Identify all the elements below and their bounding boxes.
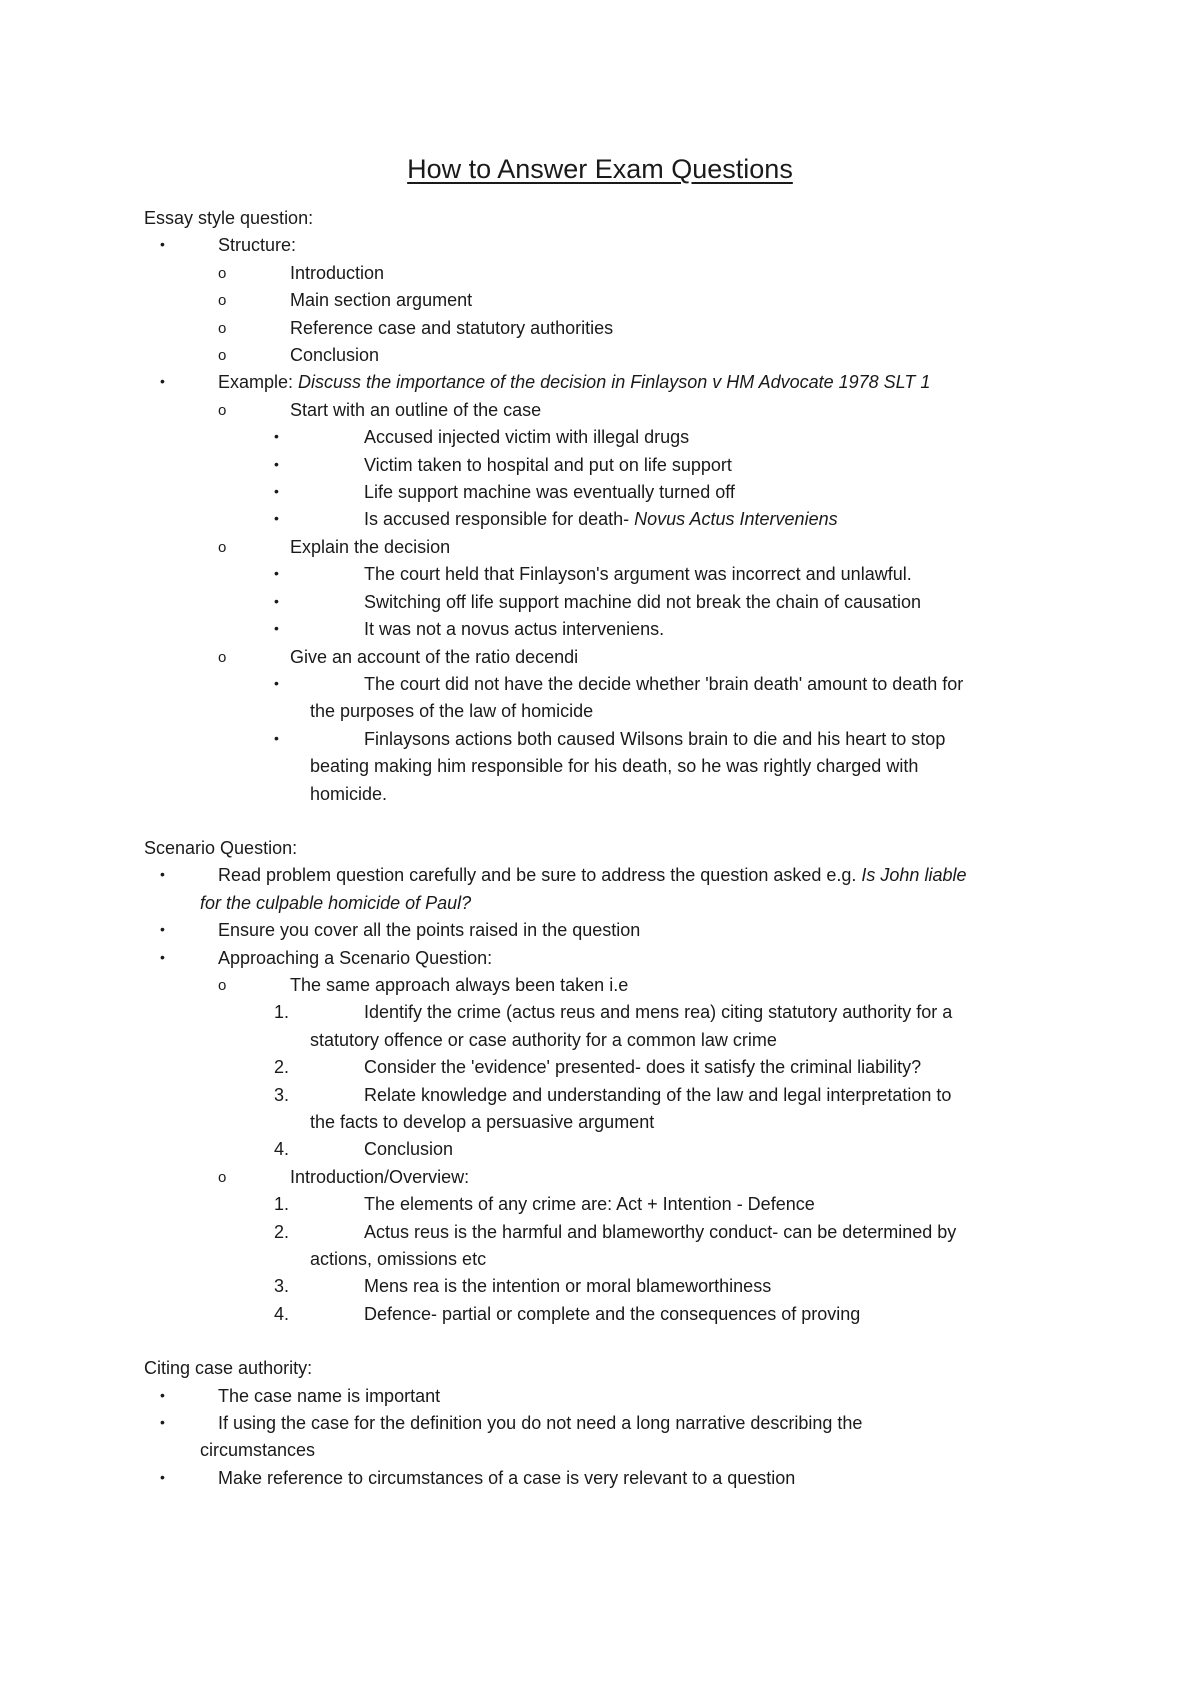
list-item: • If using the case for the definition you do not need a long narrative describing the (144, 1410, 1074, 1437)
list-item-continuation: homicide. (310, 783, 388, 804)
list-item-continuation: the facts to develop a persuasive argument (310, 1112, 655, 1132)
list-item: • Life support machine was eventually turned off (144, 479, 1074, 506)
list-item-continuation: the purposes of the law of homicide (310, 701, 594, 722)
example-question: Discuss the importance of the decision in Finlayson v HM Advocate 1978 SLT 1 (298, 372, 931, 393)
bullet-icon: • (160, 373, 165, 390)
circle-bullet-icon: o (218, 648, 227, 666)
list-item: o Start with an outline of the case (144, 397, 1074, 424)
numbered-item: 3. Mens rea is the intention or moral blameworthiness (274, 1276, 772, 1297)
circle-bullet-icon: o (218, 319, 227, 337)
bullet-icon: • (274, 592, 279, 609)
document-body (144, 205, 1074, 1492)
citing-heading: Citing case authority: (144, 1358, 313, 1379)
numbered-item: 4. Defence- partial or complete and the consequences of proving (274, 1303, 861, 1324)
circle-bullet-icon: o (218, 292, 227, 310)
circle-bullet-icon: o (218, 976, 227, 994)
list-item: • Make reference to circumstances of a case is very relevant to a question (144, 1465, 1074, 1492)
list-item-continuation: circumstances (200, 1440, 316, 1461)
list-item: • Finlaysons actions both caused Wilsons brain to die and his heart to stop (144, 726, 1074, 753)
list-item: • Structure: (144, 232, 1074, 259)
list-item-continuation: for the culpable homicide of Paul? (200, 892, 472, 913)
numbered-item: 3. Relate knowledge and understanding of the law and legal interpretation to (274, 1084, 952, 1105)
list-item: • Read problem question carefully and be sure to address the question asked e.g. Is John liable (144, 862, 1074, 889)
scenario-heading: Scenario Question: (144, 837, 298, 858)
circle-bullet-icon: o (218, 538, 227, 556)
bullet-icon: • (274, 510, 279, 527)
list-item: o Explain the decision (144, 534, 1074, 561)
bullet-icon: • (160, 921, 165, 938)
list-item: • Approaching a Scenario Question: (144, 945, 1074, 972)
essay-heading: Essay style question: (144, 208, 314, 228)
numbered-item: 1. The elements of any crime are: Act + Intention - Defence (274, 1194, 815, 1215)
page-title: How to Answer Exam Questions (407, 154, 793, 184)
list-item: • Switching off life support machine did not break the chain of causation (144, 589, 1074, 616)
bullet-icon: • (274, 483, 279, 500)
bullet-icon: • (160, 1468, 165, 1485)
bullet-icon: • (160, 866, 165, 883)
circle-bullet-icon: o (218, 401, 227, 419)
bullet-icon: • (274, 674, 279, 691)
list-item: • Is accused responsible for death- Novus Actus Interveniens (144, 506, 1074, 533)
list-item-continuation: statutory offence or case authority for a common law crime (310, 1029, 777, 1050)
bullet-icon: • (274, 565, 279, 582)
bullet-icon: • (160, 948, 165, 965)
numbered-item: 4. Conclusion (274, 1139, 454, 1160)
list-item: • The court did not have the decide whether 'brain death' amount to death for (144, 671, 1074, 698)
list-item-continuation: actions, omissions etc (310, 1249, 487, 1270)
list-item: o Introduction/Overview: (144, 1164, 1074, 1191)
list-item: • Ensure you cover all the points raised in the question (144, 917, 1074, 944)
list-item: o Main section argument (144, 287, 1074, 314)
circle-bullet-icon: o (218, 1168, 227, 1186)
list-item: o Give an account of the ratio decendi (144, 644, 1074, 671)
numbered-item: 2. Consider the 'evidence' presented- does it satisfy the criminal liability? (274, 1057, 922, 1078)
circle-bullet-icon: o (218, 264, 227, 282)
bullet-icon: • (274, 729, 279, 746)
list-item: o Conclusion (144, 342, 1074, 369)
bullet-icon: • (274, 428, 279, 445)
list-item: • It was not a novus actus interveniens. (144, 616, 1074, 643)
bullet-icon: • (274, 455, 279, 472)
numbered-item: 2. Actus reus is the harmful and blameworthy conduct- can be determined by (274, 1221, 957, 1242)
circle-bullet-icon: o (218, 347, 227, 365)
list-item: • Example: Discuss the importance of the decision in Finlayson v HM Advocate 1978 SLT 1 (144, 369, 1074, 396)
list-item: • Accused injected victim with illegal drugs (144, 424, 1074, 451)
list-item-continuation: beating making him responsible for his death, so he was rightly charged with (310, 756, 919, 777)
bullet-icon: • (160, 1414, 165, 1431)
numbered-item: 1. Identify the crime (actus reus and mens rea) citing statutory authority for a (274, 1002, 953, 1023)
list-item: • Victim taken to hospital and put on life support (144, 452, 1074, 479)
list-item: o Reference case and statutory authorities (144, 315, 1074, 342)
list-item: o The same approach always been taken i.e (144, 972, 1074, 999)
list-item: o Introduction (144, 260, 1074, 287)
bullet-icon: • (160, 1386, 165, 1403)
list-item: • The court held that Finlayson's argument was incorrect and unlawful. (144, 561, 1074, 588)
bullet-icon: • (160, 236, 165, 253)
bullet-icon: • (274, 620, 279, 637)
list-item: • The case name is important (144, 1383, 1074, 1410)
